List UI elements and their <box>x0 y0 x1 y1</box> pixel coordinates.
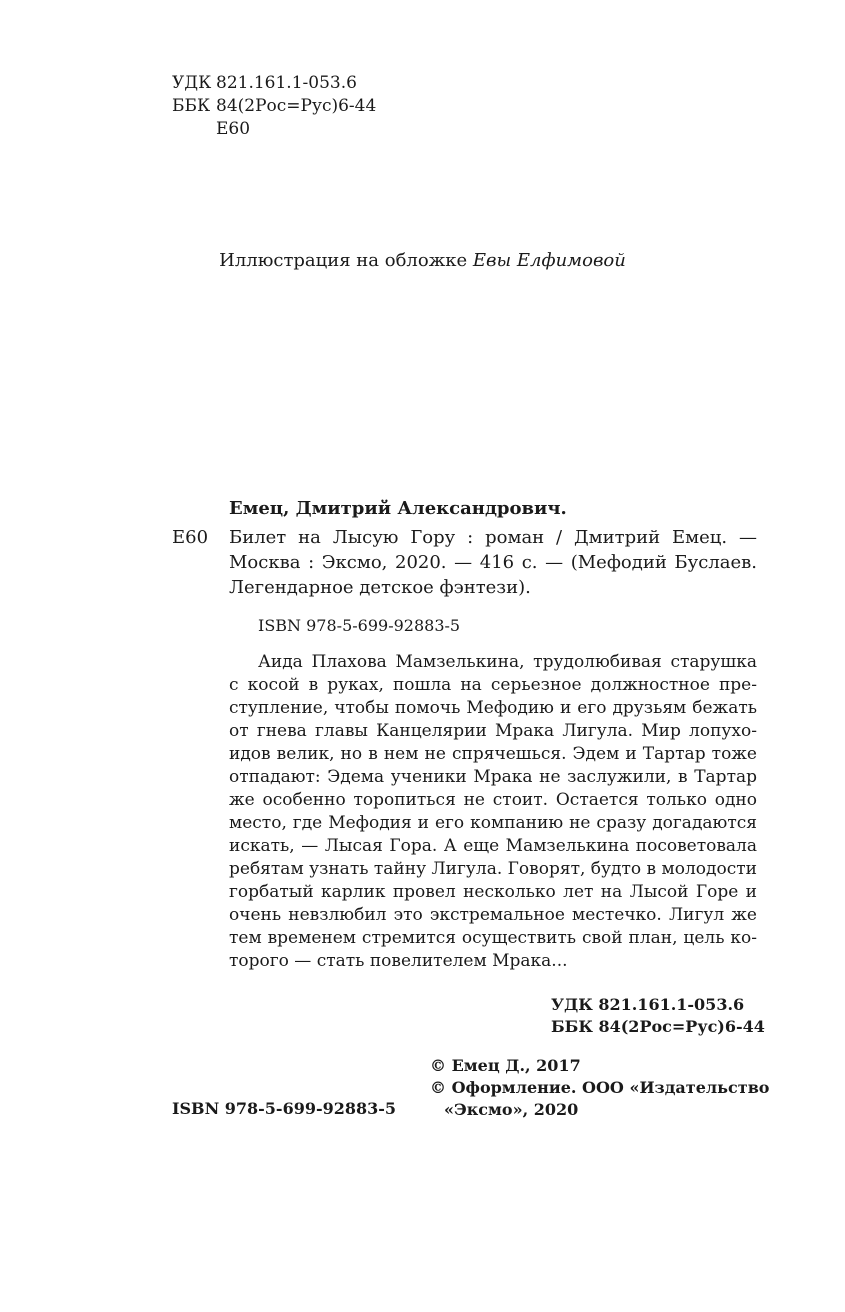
copyright-publisher: «Эксмо», 2020 <box>444 1100 579 1119</box>
udk-label: УДК <box>172 73 212 93</box>
bbk-label: ББК <box>172 96 211 116</box>
bib-line: Москва : Эксмо, 2020. — 416 с. — (Мефодий Буслаев. <box>229 552 757 573</box>
udk-code: УДК 821.161.1-053.6 <box>551 995 745 1014</box>
author-code: Е60 <box>172 527 209 548</box>
isbn-record: ISBN 978-5-699-92883-5 <box>258 616 461 635</box>
isbn-bottom: ISBN 978-5-699-92883-5 <box>172 1099 397 1118</box>
annotation-line: ступление, чтобы помочь Мефодию и его друзьям бежать <box>229 698 757 718</box>
copyright-design: © Оформление. ООО «Издательство <box>430 1078 770 1097</box>
annotation-line: очень невзлюбил это экстремальное местечко. Лигул же <box>229 905 757 925</box>
author-heading: Емец, Дмитрий Александрович. <box>229 498 567 519</box>
bbk-row <box>172 95 376 117</box>
udk-value: 821.161.1-053.6 <box>216 73 357 93</box>
author-code-top: Е60 <box>216 119 251 139</box>
bib-line: Билет на Лысую Гору : роман / Дмитрий Емец. — <box>229 527 757 548</box>
illustration-credit <box>0 249 845 273</box>
annotation-line: горбатый карлик провел несколько лет на Лысой Горе и <box>229 882 757 902</box>
annotation-line: тем временем стремится осуществить свой план, цель ко- <box>229 928 757 948</box>
annotation-line: с косой в руках, пошла на серьезное должностное пре- <box>229 675 757 695</box>
annotation-line: Аида Плахова Мамзелькина, трудолюбивая старушка <box>258 652 757 672</box>
annotation-line: место, где Мефодия и его компанию не сразу догадаются <box>229 813 757 833</box>
bib-line: Легендарное детское фэнтези). <box>229 577 531 598</box>
annotation-line: отпадают: Эдема ученики Мрака не заслужили, в Тартар <box>229 767 757 787</box>
bbk-value: 84(2Рос=Рус)6-44 <box>216 96 377 116</box>
credit-artist: Евы Елфимовой <box>472 250 626 271</box>
annotation-line: же особенно торопиться не стоит. Остается только одно <box>229 790 757 810</box>
copyright-author: © Емец Д., 2017 <box>430 1056 581 1075</box>
annotation-line: идов велик, но в нем не спрячешься. Эдем и Тартар тоже <box>229 744 757 764</box>
annotation-line: торого — стать повелителем Мрака... <box>229 951 568 971</box>
annotation-line: от гнева главы Канцелярии Мрака Лигула. Мир лопухо- <box>229 721 757 741</box>
credit-prefix: Иллюстрация на обложке <box>219 250 468 271</box>
annotation-line: искать, — Лысая Гора. А еще Мамзелькина посоветовала <box>229 836 757 856</box>
udk-row <box>172 72 357 94</box>
annotation-line: ребятам узнать тайну Лигула. Говорят, будто в молодости <box>229 859 757 879</box>
bbk-code: ББК 84(2Рос=Рус)6-44 <box>551 1017 765 1036</box>
